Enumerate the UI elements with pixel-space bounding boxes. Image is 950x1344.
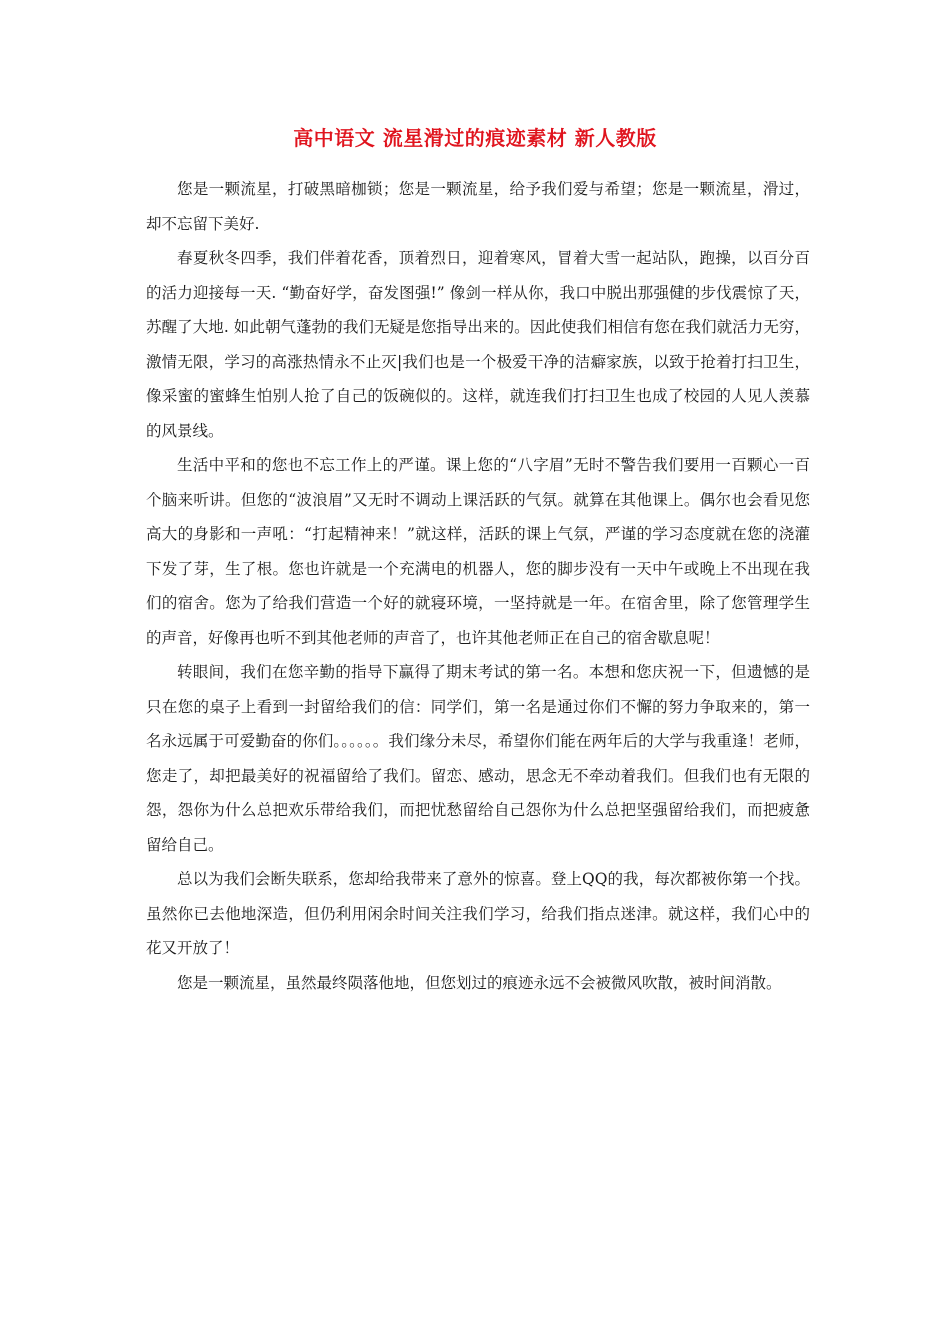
paragraph-5: 总以为我们会断失联系，您却给我带来了意外的惊喜。登上QQ的我，每次都被你第一个找。虽然你已去他地深造，但仍利用闲余时间关注我们学习，给我们指点迷津。就这样，我们心中的花又开放了！ (146, 870, 810, 957)
paragraph-4: 转眼间，我们在您辛勤的指导下赢得了期末考试的第一名。本想和您庆祝一下，但遗憾的是只在您的桌子上看到一封留给我们的信：同学们，第一名是通过你们不懈的努力争取来的，第一名永远属于可爱勤奋的你们。。。。。。我们缘分未尽，希望你们能在两年后的大学与我重逢！老师，您走了，却把最美好的祝福留给了我们。留恋、感动，思念无不牵动着我们。但我们也有无限的怨，怨你为什么总把欢乐带给我们，而把忧愁留给自己怨你为什么总把坚强留给我们，而把疲惫留给自己。 (146, 663, 810, 854)
document-title: 高中语文 流星滑过的痕迹素材 新人教版 (293, 126, 657, 150)
paragraph-2: 春夏秋冬四季，我们伴着花香，顶着烈日，迎着寒风，冒着大雪一起站队，跑操，以百分百的活力迎接每一天. “勤奋好学，奋发图强!” 像剑一样从你，我口中脱出那强健的步伐震惊了天，苏醒了大地. 如此朝气蓬勃的我们无疑是您指导出来的。因此使我们相信有您在我们就活力无穷，激情无限，学习的高涨热情永不止灭|我们也是一个极爱干净的洁癖家族，以致于抢着打扫卫生，像采蜜的蜜蜂生怕别人抢了自己的饭碗似的。这样，就连我们打扫卫生也成了校园的人见人羡慕的风景线。 (146, 249, 810, 440)
paragraph-3: 生活中平和的您也不忘工作上的严谨。课上您的“八字眉”无时不警告我们要用一百颗心一百个脑来听讲。但您的“波浪眉”又无时不调动上课活跃的气氛。就算在其他课上。偶尔也会看见您高大的身影和一声吼：“打起精神来！”就这样，活跃的课上气氛，严谨的学习态度就在您的浇灌下发了芽，生了根。您也许就是一个充满电的机器人，您的脚步没有一天中午或晚上不出现在我们的宿舍。您为了给我们营造一个好的就寝环境，一坚持就是一年。在宿舍里，除了您管理学生的声音，好像再也听不到其他老师的声音了，也许其他老师正在自己的宿舍歇息呢！ (146, 456, 810, 647)
document-body (146, 172, 810, 1000)
paragraph-6: 您是一颗流星，虽然最终陨落他地，但您划过的痕迹永远不会被微风吹散，被时间消散。 (177, 973, 782, 992)
paragraph-1: 您是一颗流星，打破黑暗枷锁；您是一颗流星，给予我们爱与希望；您是一颗流星，滑过，却不忘留下美好. (146, 180, 810, 233)
